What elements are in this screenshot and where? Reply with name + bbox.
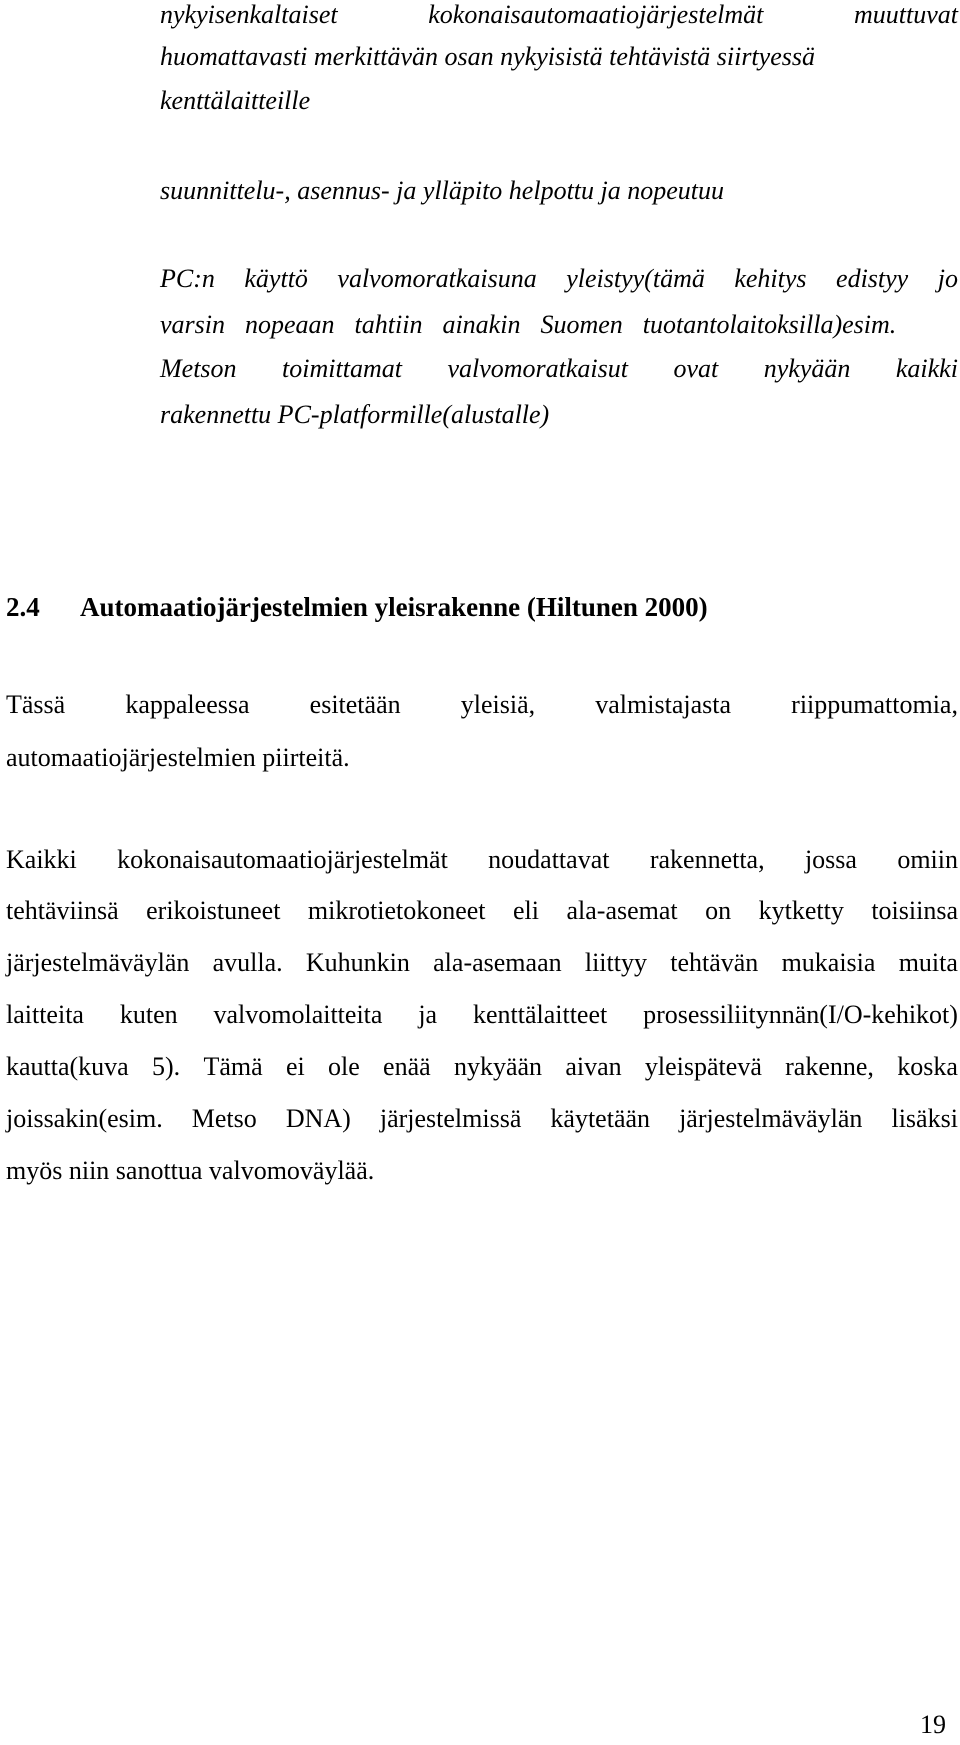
word: nykyään bbox=[453, 1052, 543, 1081]
word: järjestelmissä bbox=[379, 1104, 522, 1133]
word: varsin bbox=[160, 310, 225, 339]
word: valvomolaitteita bbox=[213, 1000, 383, 1029]
word: muuttuvat bbox=[853, 0, 958, 29]
word: Metso bbox=[191, 1104, 257, 1133]
word: valvomoratkaisuna bbox=[337, 264, 537, 293]
word: käyttö bbox=[244, 264, 308, 293]
paragraph-2-line-3 bbox=[6, 948, 958, 978]
word: kytketty bbox=[758, 896, 844, 925]
word: tehtäviinsä bbox=[6, 896, 119, 925]
word: yleisiä, bbox=[460, 690, 536, 719]
word: koska bbox=[897, 1052, 958, 1081]
bullet-1-line-1 bbox=[160, 0, 958, 30]
word: toisiinsa bbox=[871, 896, 958, 925]
word: on bbox=[705, 896, 732, 925]
section-number: 2.4 bbox=[6, 592, 40, 622]
bullet-3-line-4: rakennettu PC-platformille(alustalle) bbox=[160, 400, 550, 429]
word: enää bbox=[383, 1052, 431, 1081]
word: liittyy bbox=[584, 948, 647, 977]
section-heading bbox=[6, 592, 708, 622]
word: 5). bbox=[152, 1052, 181, 1081]
word: järjestelmäväylän bbox=[6, 948, 190, 977]
word: toimittamat bbox=[282, 354, 402, 383]
paragraph-2-line-6 bbox=[6, 1104, 958, 1134]
word: PC:n bbox=[160, 264, 215, 293]
word: kokonaisautomaatiojärjestelmät bbox=[428, 0, 764, 29]
bullet-3-line-2 bbox=[160, 310, 896, 340]
word: ovat bbox=[673, 354, 719, 383]
word: rakenne, bbox=[785, 1052, 874, 1081]
word: jossa bbox=[804, 845, 857, 874]
word: edistyy bbox=[836, 264, 909, 293]
word: ole bbox=[327, 1052, 360, 1081]
word: jo bbox=[937, 264, 958, 293]
word: riippumattomia, bbox=[791, 690, 958, 719]
bullet-1-line-2: huomattavasti merkittävän osan nykyisistä tehtävistä siirtyessä bbox=[160, 42, 815, 71]
word: kappaleessa bbox=[125, 690, 250, 719]
word: yleispätevä bbox=[644, 1052, 762, 1081]
word: laitteita bbox=[6, 1000, 84, 1029]
word: tehtävän bbox=[670, 948, 759, 977]
word: Kaikki bbox=[6, 845, 77, 874]
bullet-2-line-1: suunnittelu-, asennus- ja ylläpito helpottu ja nopeutuu bbox=[160, 176, 725, 205]
word: järjestelmäväylän bbox=[679, 1104, 863, 1133]
word: Tässä bbox=[6, 690, 66, 719]
word: mukaisia bbox=[781, 948, 876, 977]
word: ala-asemaan bbox=[433, 948, 562, 977]
word: ei bbox=[285, 1052, 305, 1081]
word: Suomen bbox=[540, 310, 623, 339]
word: esitetään bbox=[309, 690, 401, 719]
paragraph-2-line-5 bbox=[6, 1052, 958, 1082]
paragraph-1-line-1 bbox=[6, 690, 958, 720]
word: kaikki bbox=[895, 354, 958, 383]
section-title: Automaatiojärjestelmien yleisrakenne (Hiltunen 2000) bbox=[80, 592, 708, 622]
word: ainakin bbox=[442, 310, 521, 339]
word: lisäksi bbox=[891, 1104, 958, 1133]
word: kokonaisautomaatiojärjestelmät bbox=[117, 845, 448, 874]
word: prosessiliitynnän(I/O-kehikot) bbox=[643, 1000, 958, 1029]
paragraph-2-line-4 bbox=[6, 1000, 958, 1030]
word: muita bbox=[898, 948, 958, 977]
word: yleistyy(tämä bbox=[566, 264, 705, 293]
word: eli bbox=[513, 896, 540, 925]
word: aivan bbox=[565, 1052, 622, 1081]
word: avulla. bbox=[212, 948, 283, 977]
bullet-3-line-3 bbox=[160, 354, 958, 384]
bullet-3-line-1 bbox=[160, 264, 958, 294]
paragraph-2-line-7: myös niin sanottua valvomoväylää. bbox=[6, 1156, 375, 1185]
page-number: 19 bbox=[920, 1710, 946, 1739]
word: erikoistuneet bbox=[146, 896, 281, 925]
word: ala-asemat bbox=[566, 896, 678, 925]
word: valvomoratkaisut bbox=[447, 354, 628, 383]
word: kautta(kuva bbox=[6, 1052, 129, 1081]
word: omiin bbox=[897, 845, 958, 874]
word: rakennetta, bbox=[649, 845, 765, 874]
word: nykyään bbox=[763, 354, 851, 383]
word: tahtiin bbox=[354, 310, 423, 339]
word: mikrotietokoneet bbox=[307, 896, 486, 925]
word: kehitys bbox=[734, 264, 807, 293]
word: noudattavat bbox=[488, 845, 610, 874]
word: valmistajasta bbox=[595, 690, 732, 719]
word: Kuhunkin bbox=[305, 948, 410, 977]
paragraph-2-line-1 bbox=[6, 845, 958, 875]
word: tuotantolaitoksilla)esim. bbox=[642, 310, 897, 339]
word: nykyisenkaltaiset bbox=[160, 0, 338, 29]
word: Metson bbox=[160, 354, 237, 383]
word: ja bbox=[418, 1000, 438, 1029]
word: nopeaan bbox=[245, 310, 335, 339]
word: kenttälaitteet bbox=[472, 1000, 608, 1029]
word: Tämä bbox=[203, 1052, 263, 1081]
paragraph-1-line-2: automaatiojärjestelmien piirteitä. bbox=[6, 743, 350, 772]
word: käytetään bbox=[550, 1104, 651, 1133]
word: joissakin(esim. bbox=[6, 1104, 163, 1133]
word: kuten bbox=[119, 1000, 178, 1029]
word: DNA) bbox=[285, 1104, 351, 1133]
paragraph-2-line-2 bbox=[6, 896, 958, 926]
bullet-1-line-3: kenttälaitteille bbox=[160, 86, 311, 115]
